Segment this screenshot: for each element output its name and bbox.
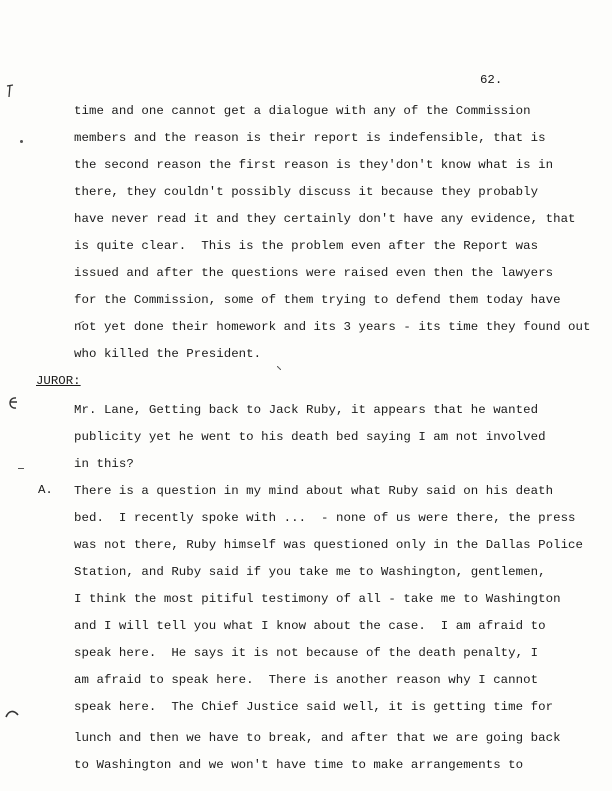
answer-line: lunch and then we have to break, and after that we are going back xyxy=(74,731,561,745)
answer-label: A. xyxy=(38,483,53,497)
juror-question-line: Mr. Lane, Getting back to Jack Ruby, it appears that he wanted xyxy=(74,403,539,417)
answer-line: was not there, Ruby himself was questioned only in the Dallas Police xyxy=(74,538,584,552)
answer-line: to Washington and we won't have time to make arrangements to xyxy=(74,758,524,772)
answer-line: speak here. He says it is not because of the death penalty, I xyxy=(74,646,539,660)
margin-mark-2 xyxy=(20,140,23,143)
answer-line: bed. I recently spoke with ... - none of us were there, the press xyxy=(74,511,576,525)
stray-mark-1 xyxy=(277,357,281,361)
margin-mark-1 xyxy=(6,84,14,98)
margin-mark-4 xyxy=(18,468,24,469)
body-line: issued and after the questions were raised even then the lawyers xyxy=(74,266,554,280)
body-line: who killed the President. xyxy=(74,347,262,361)
body-line: there, they couldn't possibly discuss it because they probably xyxy=(74,185,539,199)
stray-mark-2 xyxy=(78,311,84,314)
juror-question-line: publicity yet he went to his death bed saying I am not involved xyxy=(74,430,546,444)
answer-line: am afraid to speak here. There is another reason why I cannot xyxy=(74,673,539,687)
answer-line: Station, and Ruby said if you take me to Washington, gentlemen, xyxy=(74,565,546,579)
body-line: the second reason the first reason is they'don't know what is in xyxy=(74,158,554,172)
answer-line: and I will tell you what I know about the case. I am afraid to xyxy=(74,619,546,633)
body-line: have never read it and they certainly don't have any evidence, that xyxy=(74,212,576,226)
answer-line: There is a question in my mind about what Ruby said on his death xyxy=(74,484,554,498)
juror-label: JUROR: xyxy=(36,374,81,388)
answer-line: speak here. The Chief Justice said well, it is getting time for xyxy=(74,700,554,714)
juror-question-line: in this? xyxy=(74,457,134,471)
margin-mark-5 xyxy=(5,706,19,716)
body-line: time and one cannot get a dialogue with any of the Commission xyxy=(74,104,531,118)
body-line: for the Commission, some of them trying to defend them today have xyxy=(74,293,561,307)
page-number: 62. xyxy=(480,73,503,87)
answer-line: I think the most pitiful testimony of all - take me to Washington xyxy=(74,592,561,606)
body-line: not yet done their homework and its 3 years - its time they found out xyxy=(74,320,591,334)
body-line: is quite clear. This is the problem even after the Report was xyxy=(74,239,539,253)
margin-mark-3 xyxy=(6,396,18,410)
body-line: members and the reason is their report is indefensible, that is xyxy=(74,131,546,145)
